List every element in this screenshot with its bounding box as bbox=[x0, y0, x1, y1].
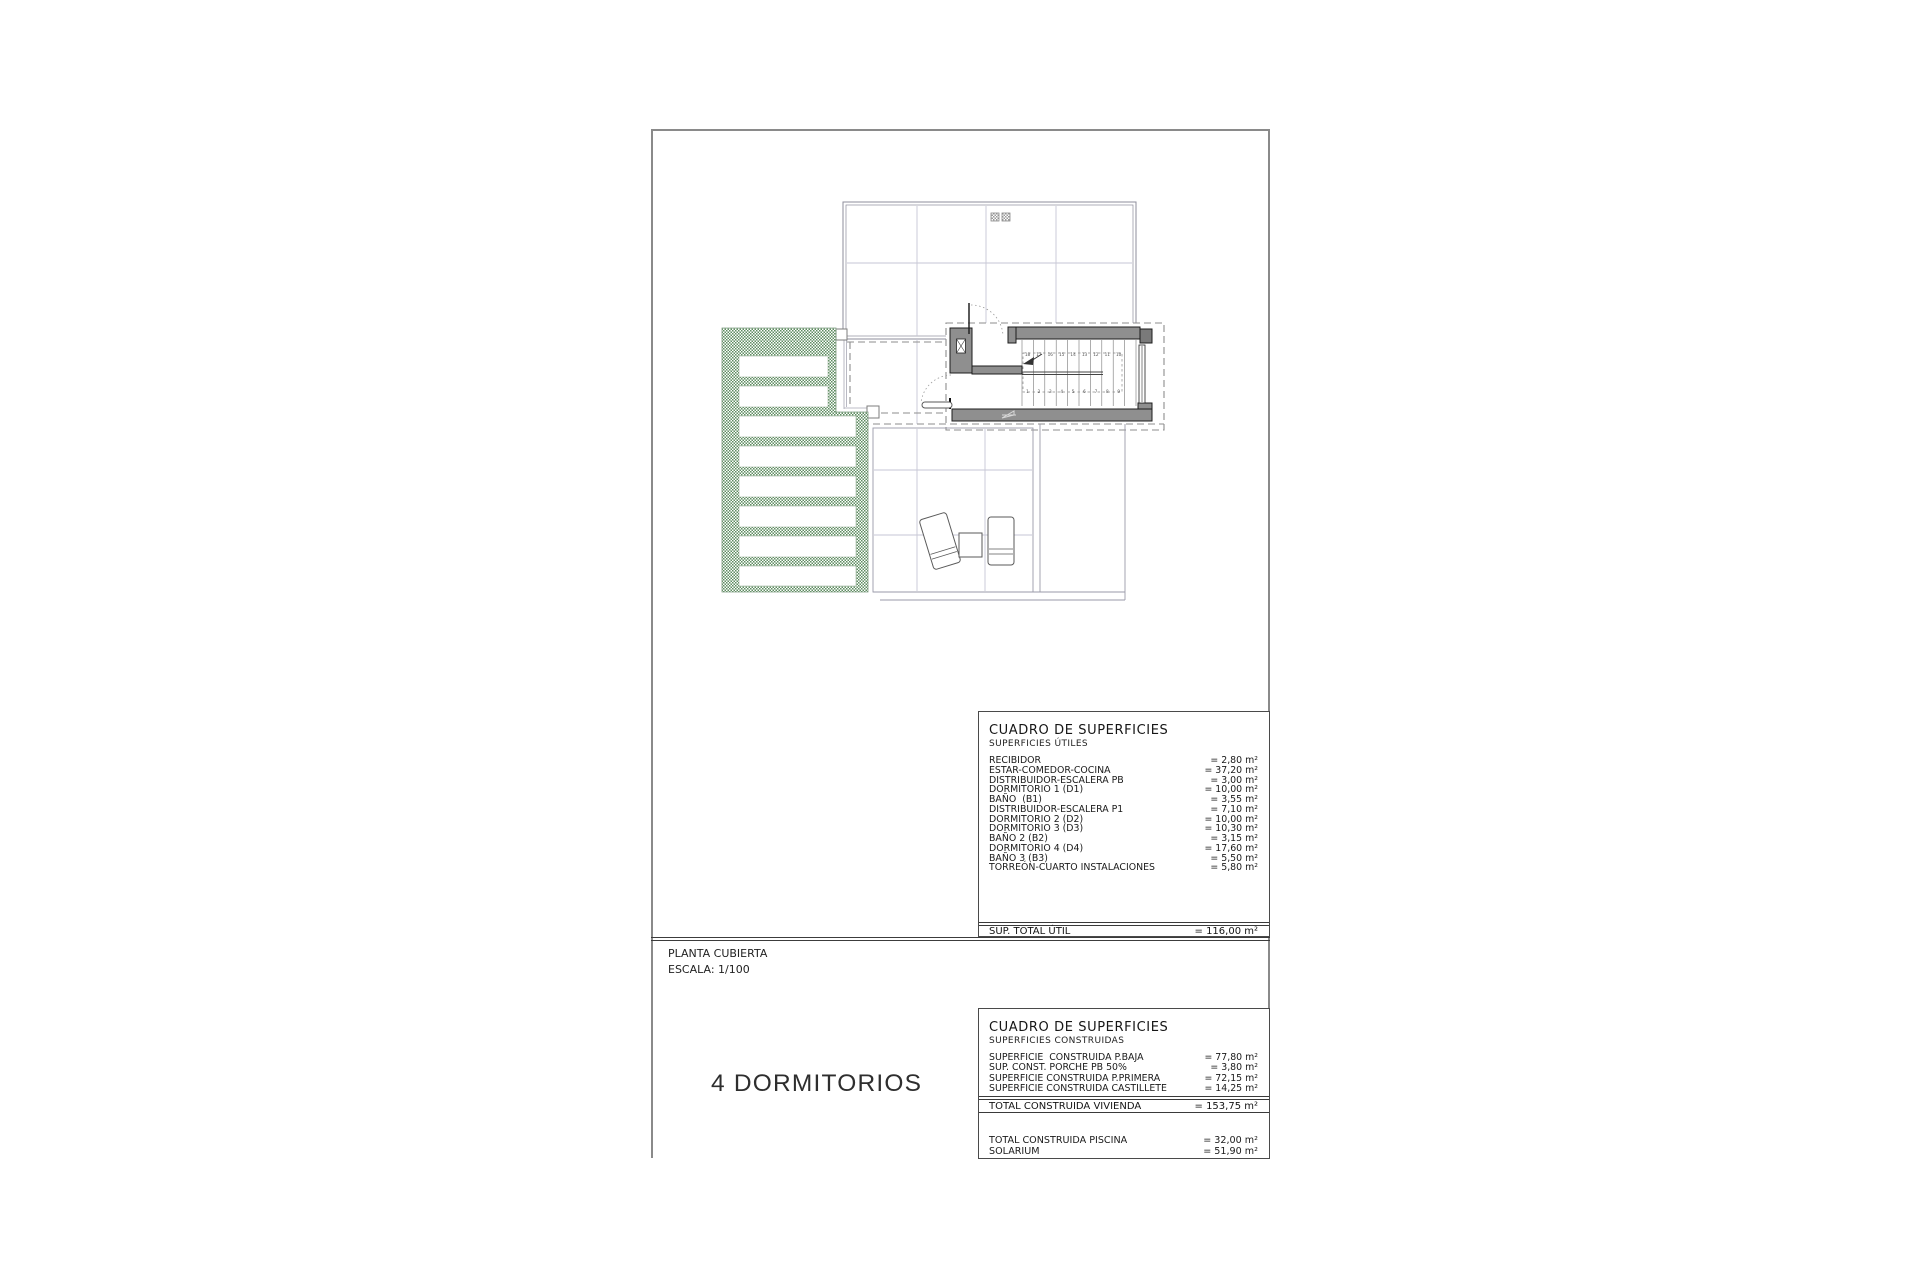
tread-number: 18 bbox=[1024, 352, 1031, 357]
row-value: = 14,25 m² bbox=[1204, 1082, 1258, 1094]
row-label: SUPERFICIE CONSTRUIDA CASTILLETE bbox=[989, 1082, 1167, 1094]
tread-number: 4 bbox=[1060, 389, 1064, 394]
row-value: = 10,00 m² bbox=[1204, 784, 1258, 796]
row-value: = 10,00 m² bbox=[1204, 813, 1258, 825]
row-value: = 3,00 m² bbox=[1210, 774, 1258, 786]
table-row bbox=[979, 1135, 1269, 1146]
tread-number: 16 bbox=[1047, 352, 1053, 357]
tread-number: 7 bbox=[1094, 389, 1098, 394]
table-row bbox=[979, 1146, 1269, 1157]
tread-number: 1 bbox=[1026, 389, 1029, 394]
row-label: SUP. CONST. PORCHE PB 50% bbox=[989, 1062, 1127, 1074]
tread-number: 6 bbox=[1083, 389, 1086, 394]
tread-number: 10 bbox=[1116, 352, 1122, 357]
row-value: = 51,90 m² bbox=[1203, 1146, 1258, 1158]
total-separator bbox=[979, 922, 1269, 923]
total-value: = 153,75 m² bbox=[1194, 1100, 1258, 1112]
bedrooms-caption: 4 DORMITORIOS bbox=[711, 1070, 923, 1097]
row-label: ESTAR-COMEDOR-COCINA bbox=[989, 764, 1111, 776]
row-value: = 77,80 m² bbox=[1204, 1052, 1258, 1063]
areas-table-construidas bbox=[978, 1008, 1270, 1159]
table-row bbox=[979, 863, 1269, 873]
table-title: CUADRO DE SUPERFICIES bbox=[989, 1020, 1169, 1035]
row-value: = 5,50 m² bbox=[1210, 852, 1258, 864]
areas-table-utiles bbox=[978, 711, 1270, 937]
tread-number: 15 bbox=[1059, 352, 1065, 357]
total-label: SUP. TOTAL ÚTIL bbox=[989, 926, 1071, 937]
total-row bbox=[979, 1101, 1269, 1112]
row-value: = 3,80 m² bbox=[1210, 1062, 1258, 1074]
row-value: = 17,60 m² bbox=[1204, 842, 1258, 854]
row-label: DORMITORIO 3 (D3) bbox=[989, 823, 1084, 835]
row-value: = 3,55 m² bbox=[1210, 794, 1258, 806]
total-underline bbox=[979, 1112, 1269, 1113]
row-label: DORMITORIO 2 (D2) bbox=[989, 813, 1084, 825]
total-label: TOTAL CONSTRUIDA VIVIENDA bbox=[989, 1100, 1142, 1112]
plan-name: PLANTA CUBIERTA bbox=[668, 947, 768, 960]
tread-number: 11 bbox=[1104, 352, 1110, 357]
row-label: DORMITORIO 4 (D4) bbox=[989, 842, 1084, 854]
row-value: = 10,30 m² bbox=[1204, 823, 1258, 835]
table-subtitle: SUPERFICIES ÚTILES bbox=[989, 738, 1089, 749]
tread-number: 13 bbox=[1081, 352, 1088, 357]
row-label: SOLARIUM bbox=[989, 1146, 1040, 1158]
sheet-border bbox=[651, 129, 1270, 1158]
row-label: SUPERFICIE CONSTRUIDA P.BAJA bbox=[989, 1052, 1144, 1063]
row-label: TORREÓN-CUARTO INSTALACIONES bbox=[989, 862, 1155, 874]
table-rows bbox=[979, 1135, 1269, 1157]
row-label: TOTAL CONSTRUIDA PISCINA bbox=[989, 1135, 1128, 1146]
tread-number: 17 bbox=[1036, 352, 1042, 357]
row-label: RECIBIDOR bbox=[989, 755, 1042, 766]
tread-number: 2 bbox=[1037, 389, 1041, 394]
title-block bbox=[668, 946, 767, 977]
row-value: = 3,15 m² bbox=[1210, 833, 1258, 845]
table-rows bbox=[979, 756, 1269, 873]
row-label: DISTRIBUIDOR-ESCALERA PB bbox=[989, 774, 1124, 786]
tread-number: 14 bbox=[1070, 352, 1076, 357]
tread-number: 8 bbox=[1105, 389, 1109, 394]
row-label: BAÑO 2 (B2) bbox=[989, 833, 1048, 845]
row-label: DISTRIBUIDOR-ESCALERA P1 bbox=[989, 803, 1124, 815]
table-rows bbox=[979, 1053, 1269, 1094]
tread-number: 9 bbox=[1117, 389, 1121, 394]
total-value: = 116,00 m² bbox=[1194, 926, 1258, 937]
tread-number: 12 bbox=[1093, 352, 1099, 357]
row-label: SUPERFICIE CONSTRUIDA P.PRIMERA bbox=[989, 1072, 1161, 1084]
row-label: BAÑO (B1) bbox=[989, 794, 1042, 806]
tread-number: 5 bbox=[1071, 389, 1075, 394]
row-label: DORMITORIO 1 (D1) bbox=[989, 784, 1084, 796]
tread-number: 3 bbox=[1048, 389, 1052, 394]
row-value: = 5,80 m² bbox=[1210, 862, 1258, 874]
table-title: CUADRO DE SUPERFICIES bbox=[989, 723, 1169, 738]
row-label: BAÑO 3 (B3) bbox=[989, 852, 1048, 864]
plan-scale: ESCALA: 1/100 bbox=[668, 962, 750, 976]
row-value: = 7,10 m² bbox=[1210, 803, 1258, 815]
row-value: = 72,15 m² bbox=[1204, 1072, 1258, 1084]
table-subtitle: SUPERFICIES CONSTRUIDAS bbox=[989, 1035, 1125, 1046]
sheet-divider-line bbox=[651, 937, 1270, 941]
row-value: = 2,80 m² bbox=[1210, 755, 1258, 766]
row-value: = 32,00 m² bbox=[1203, 1135, 1258, 1146]
row-value: = 37,20 m² bbox=[1204, 764, 1258, 776]
total-separator bbox=[979, 1096, 1269, 1097]
table-row bbox=[979, 1084, 1269, 1094]
total-row bbox=[979, 926, 1269, 937]
